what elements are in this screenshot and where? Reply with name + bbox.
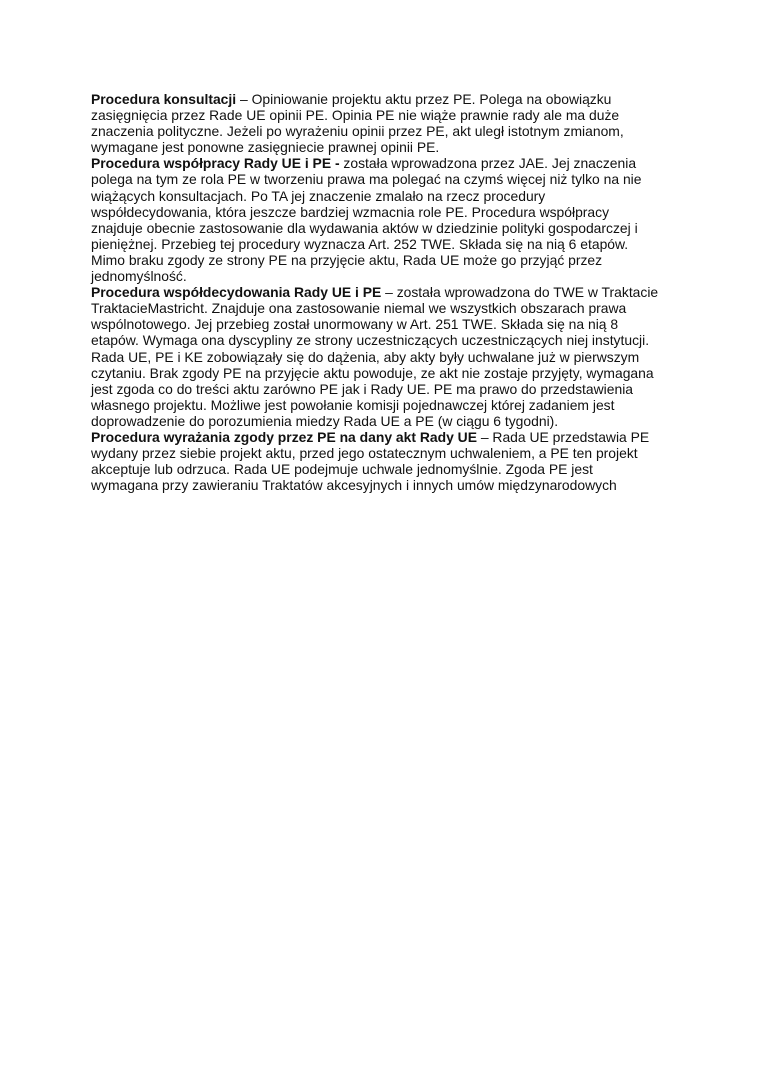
text-line (91, 171, 681, 187)
paragraph (91, 284, 681, 429)
body-text: znaczenia polityczne. Jeżeli po wyrażeniu opinii przez PE, akt uległ istotnym zmianom, (91, 123, 624, 140)
body-text: Mimo braku zgody ze strony PE na przyjęcie aktu, Rada UE może go przyjąć przez (91, 251, 603, 268)
body-text: polega na tym ze rola PE w tworzeniu prawa ma polegać na czymś więcej niż tylko na nie (91, 171, 642, 188)
text-line (91, 188, 681, 204)
text-line (91, 397, 681, 413)
text-line (91, 365, 681, 381)
text-line (91, 123, 681, 139)
text-line (91, 107, 681, 123)
body-text: wiążących konsultacjach. Po TA jej znaczenie zmalało na rzecz procedury (91, 187, 546, 204)
body-text: współdecydowania, która jeszcze bardziej wzmacnia role PE. Procedura współpracy (91, 203, 610, 220)
body-text: jest zgoda co do treści aktu zarówno PE jak i Rady UE. PE ma prawo do przedstawienia (91, 380, 633, 397)
body-text: jednomyślność. (91, 268, 187, 285)
text-line (91, 236, 681, 252)
procedure-heading: Procedura współdecydowania Rady UE i PE (91, 284, 382, 301)
text-line (91, 332, 681, 348)
procedure-heading: Procedura współpracy Rady UE i PE - (91, 155, 340, 172)
body-text: Rada UE, PE i KE zobowiązały się do dążenia, aby akty były uchwalane już w pierwszym (91, 348, 640, 365)
text-line (91, 155, 681, 171)
text-line (91, 300, 681, 316)
text-line (91, 413, 681, 429)
text-line (91, 220, 681, 236)
body-text: – została wprowadzona do TWE w Traktacie (381, 284, 659, 301)
body-text: wspólnotowego. Jej przebieg został unormowany w Art. 251 TWE. Składa się na nią 8 (91, 316, 619, 333)
text-line (91, 91, 681, 107)
body-text: czytaniu. Brak zgody PE na przyjęcie aktu powoduje, ze akt nie zostaje przyjęty, wymagana (91, 364, 654, 381)
text-line (91, 252, 681, 268)
text-line (91, 316, 681, 332)
body-text: znajduje obecnie zastosowanie dla wydawania aktów w dziedzinie polityki gospodarczej i (91, 219, 638, 236)
text-line (91, 477, 681, 493)
body-text: TraktacieMastricht. Znajduje ona zastosowanie niemal we wszystkich obszarach prawa (91, 300, 627, 317)
body-text: – Rada UE przedstawia PE (476, 428, 650, 445)
body-text: akceptuje lub odrzuca. Rada UE podejmuje uchwale jednomyślnie. Zgoda PE jest (91, 461, 593, 478)
text-line (91, 461, 681, 477)
body-text: pieniężnej. Przebieg tej procedury wyznacza Art. 252 TWE. Składa się na nią 6 etapów. (91, 235, 629, 252)
body-text: własnego projektu. Możliwe jest powołanie komisji pojednawczej której zadaniem jest (91, 396, 615, 413)
body-text: wydany przez siebie projekt aktu, przed jego ostatecznym uchwaleniem, a PE ten projekt (91, 445, 638, 462)
body-text: została wprowadzona przez JAE. Jej znaczenia (339, 155, 637, 172)
body-text: – Opiniowanie projektu aktu przez PE. Polega na obowiązku (236, 91, 612, 107)
body-text: wymagana przy zawieraniu Traktatów akcesyjnych i innych umów międzynarodowych (91, 477, 617, 494)
text-line (91, 204, 681, 220)
text-line (91, 429, 681, 445)
text-line (91, 349, 681, 365)
body-text: wymagane jest ponowne zasięgniecie prawnej opinii PE. (91, 139, 440, 156)
text-line (91, 139, 681, 155)
paragraph (91, 155, 681, 284)
procedure-heading: Procedura wyrażania zgody przez PE na dany akt Rady UE (91, 428, 477, 445)
body-text: doprowadzenie do porozumienia miedzy Rada UE a PE (w ciągu 6 tygodni). (91, 412, 559, 429)
document-page (91, 91, 681, 493)
text-line (91, 268, 681, 284)
body-text: etapów. Wymaga ona dyscypliny ze strony uczestniczących uczestniczących niej instytucji. (91, 332, 650, 349)
body-text: zasięgnięcia przez Rade UE opinii PE. Opinia PE nie wiąże prawnie rady ale ma duże (91, 107, 620, 124)
paragraph (91, 91, 681, 155)
text-line (91, 284, 681, 300)
paragraph (91, 429, 681, 493)
text-line (91, 381, 681, 397)
text-line (91, 445, 681, 461)
procedure-heading: Procedura konsultacji (91, 91, 237, 107)
